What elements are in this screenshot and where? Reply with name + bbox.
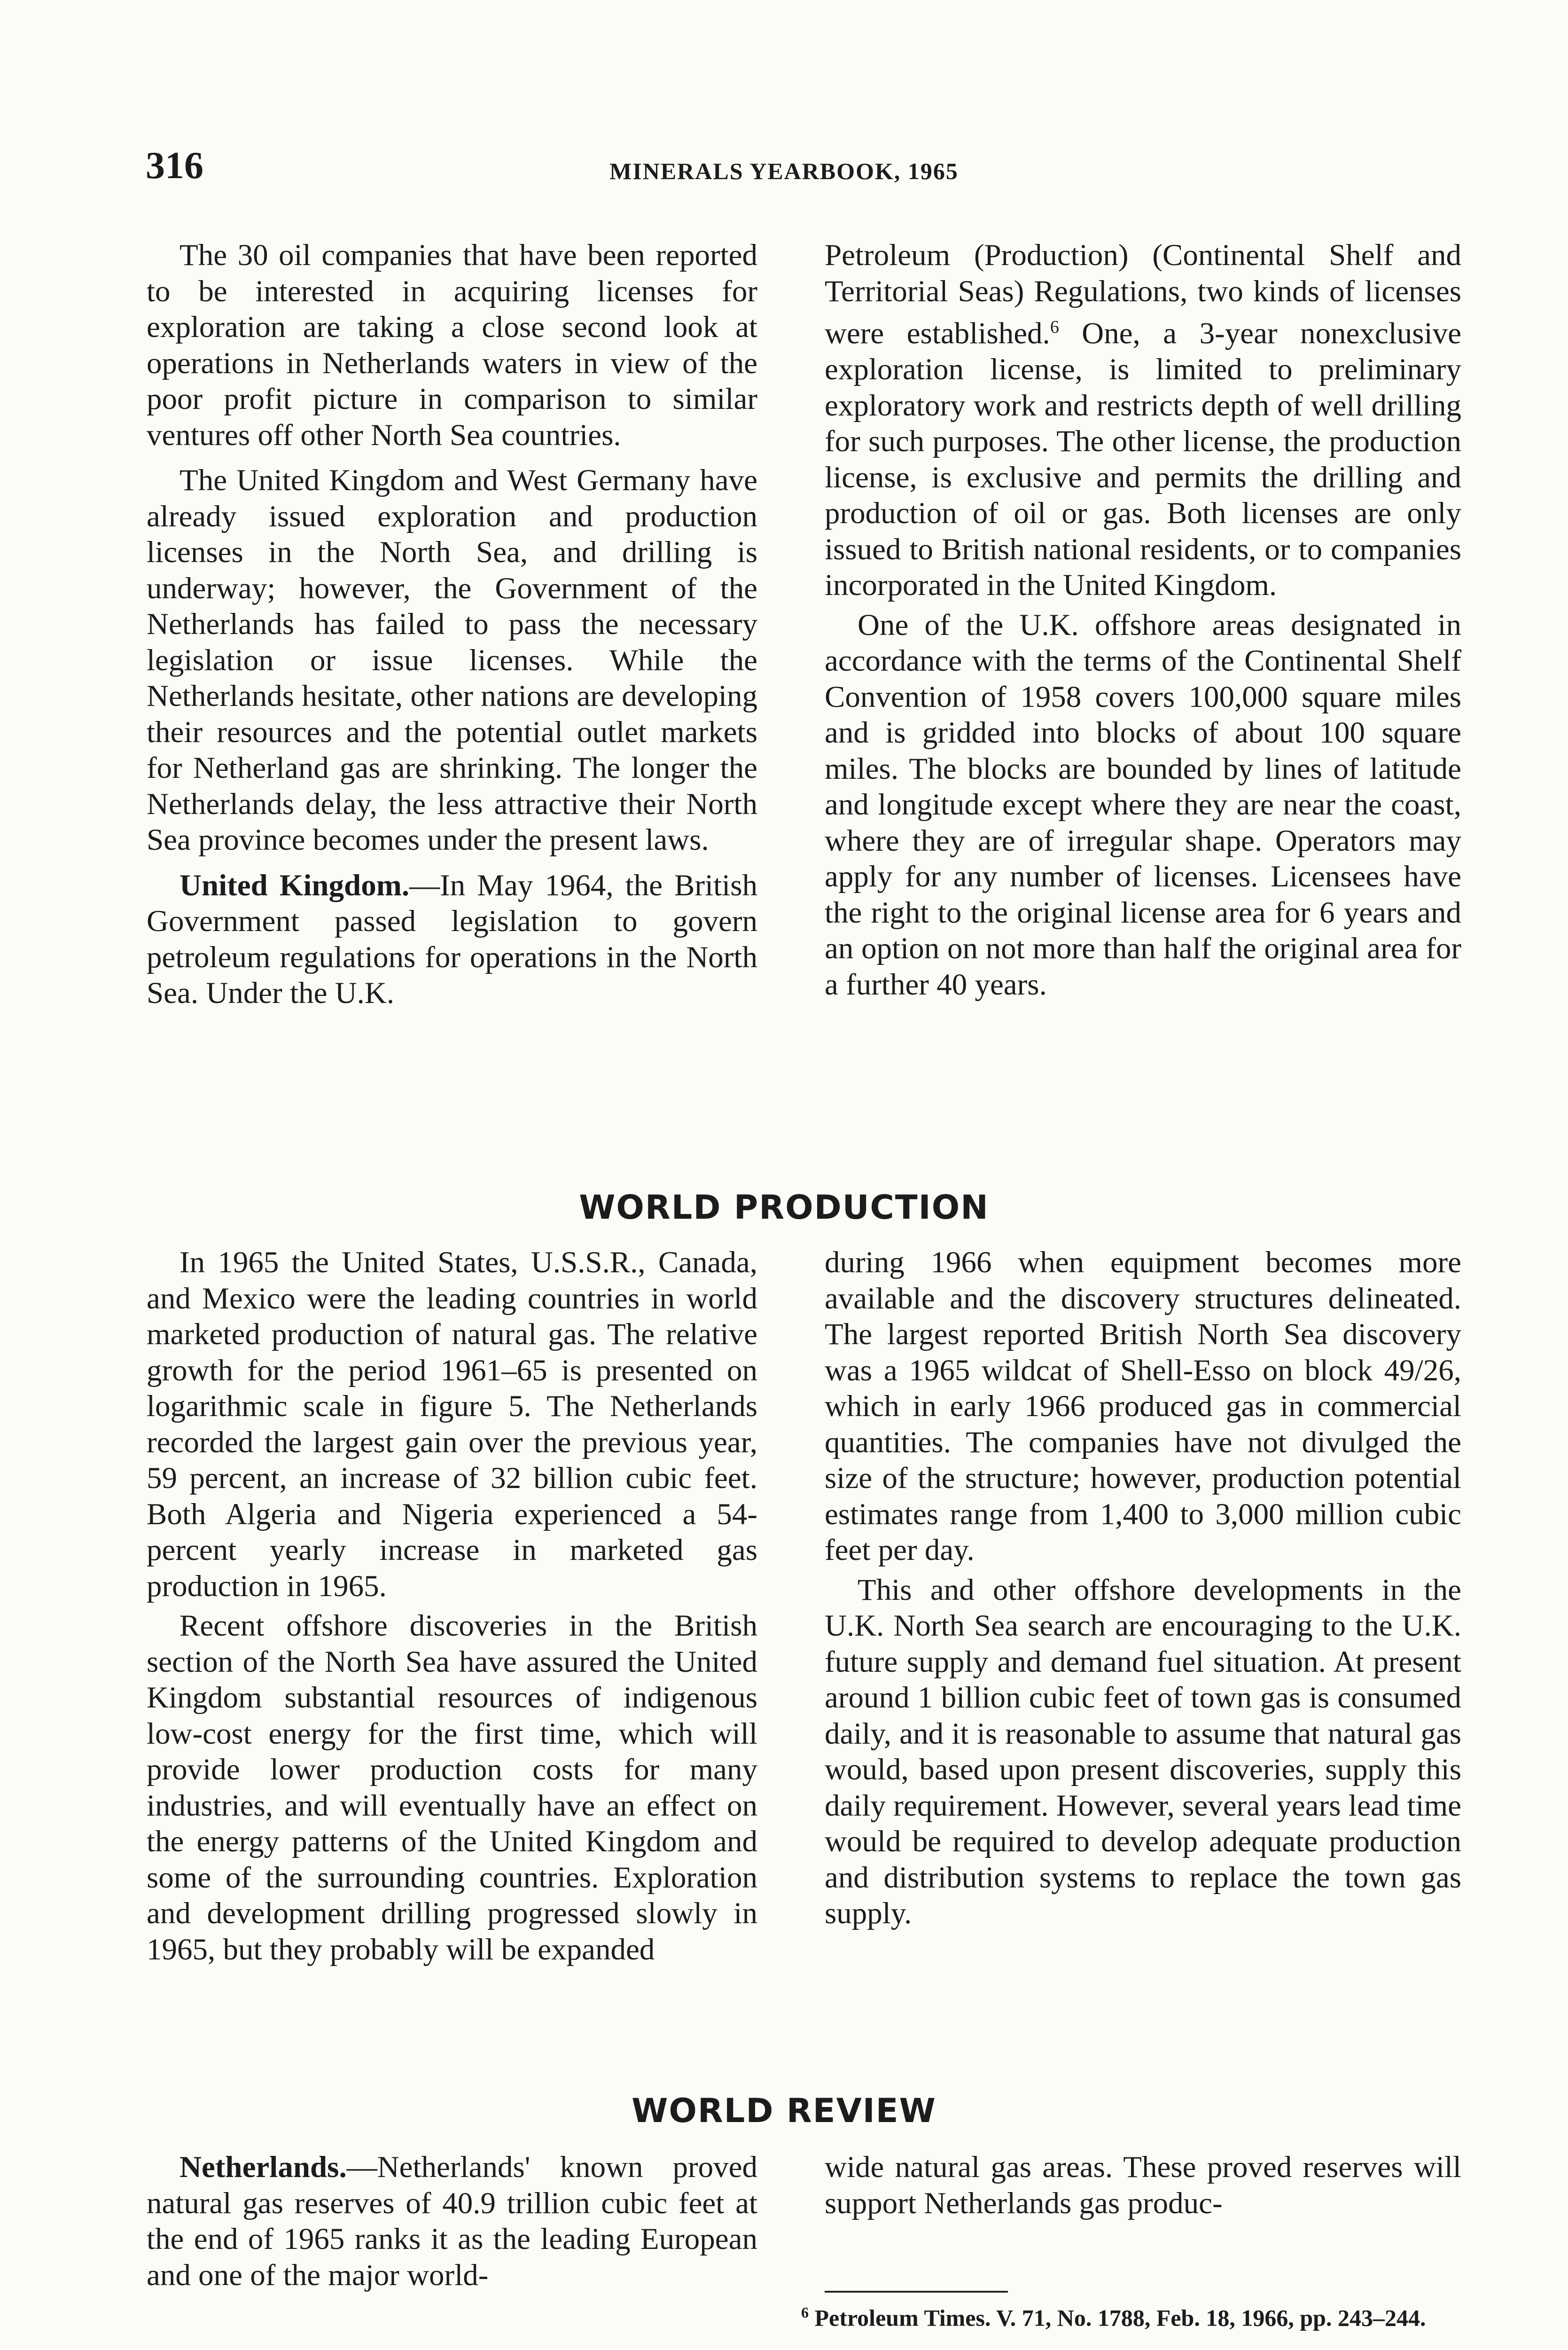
running-head: MINERALS YEARBOOK, 1965 — [609, 158, 959, 184]
paragraph: Recent offshore discoveries in the British section of the North Sea have assured the United Kingdom substantial resources of indigenous low-cost energy for the first time, which will provide lower production costs for many industries, and will eventually have an effect on the energy patterns of the United Kingdom and some of the surrounding countries. Exploration and development drilling progressed slowly in 1965, but they probably will be expanded — [147, 1609, 757, 1966]
paragraph: In 1965 the United States, U.S.S.R., Canada, and Mexico were the leading countries in world marketed production of natural gas. The relative growth for the period 1961–65 is presented on logarithmic scale in figure 5. The Netherlands recorded the largest gain over the previous year, 59 percent, an increase of 32 billion cubic feet. Both Algeria and Nigeria experienced a 54-percent yearly increase in marketed gas production in 1965. — [147, 1246, 757, 1603]
paragraph: during 1966 when equipment becomes more available and the discovery structures delineated. The largest reported British North Sea discovery was a 1965 wildcat of Shell-Esso on block 49/26, which in early 1966 produced gas in commercial quantities. The companies have not divulged the size of the structure; however, production potential estimates range from 1,400 to 3,000 million cubic feet per day. — [825, 1246, 1461, 1567]
footnote-marker: 6 — [1050, 317, 1059, 337]
run-in-heading: Netherlands. — [179, 2150, 347, 2184]
footnote — [801, 2298, 1459, 2332]
footnote-text: Petroleum Times. V. 71, No. 1788, Feb. 18, 1966, pp. 243–244. — [809, 2304, 1426, 2331]
paragraph: wide natural gas areas. These proved reserves will support Netherlands gas produc- — [825, 2150, 1461, 2220]
footnote-marker: 6 — [801, 2304, 809, 2321]
paragraph-text: One, a 3-year nonexclusive exploration license, is limited to preliminary exploratory work and restricts depth of well drilling for such purposes. The other license, the production license, is exclusive and permits the drilling and production of oil or gas. Both licenses are only issued to British national residents, or to companies incorporated in the United Kingdom. — [825, 316, 1461, 603]
paragraph — [825, 237, 1461, 603]
world-production-left-column — [147, 1245, 757, 1967]
section1-left-column — [147, 237, 757, 1011]
paragraph — [147, 868, 757, 1011]
section1-right-column — [825, 237, 1461, 1003]
paragraph — [147, 2149, 757, 2293]
paragraph: One of the U.K. offshore areas designated in accordance with the terms of the Continental Shelf Convention of 1958 covers 100,000 square miles and is gridded into blocks of about 100 square miles. The blocks are bounded by lines of latitude and longitude except where they are near the coast, where they are of irregular shape. Operators may apply for any number of licenses. Licensees have the right to the original license area for 6 years and an option on not more than half the original area for a further 40 years. — [825, 608, 1461, 1002]
paragraph-text: Petroleum (Production) (Continental Shelf and Territorial Seas) Regulations, two kinds of licenses were established. — [825, 238, 1461, 351]
page-number: 316 — [146, 144, 203, 187]
world-review-right-column — [825, 2149, 1461, 2221]
run-in-heading: United Kingdom. — [179, 868, 410, 902]
world-review-left-column — [147, 2149, 757, 2293]
paragraph: This and other offshore developments in the U.K. North Sea search are encouraging to the U.K. future supply and demand fuel situation. At present around 1 billion cubic feet of town gas is consumed daily, and it is reasonable to assume that natural gas would, based upon present discoveries, supply this daily requirement. However, several years lead time would be required to develop adequate production and distribution systems to replace the town gas supply. — [825, 1573, 1461, 1930]
paragraph: The 30 oil companies that have been reported to be interested in acquiring licenses for exploration are taking a close second look at operations in Netherlands waters in view of the poor profit picture in comparison to similar ventures off other North Sea countries. — [147, 238, 757, 452]
paragraph-text: —Netherlands' known proved natural gas reserves of 40.9 trillion cubic feet at the end of 1965 ranks it as the leading European and one of the major world- — [147, 2150, 757, 2292]
heading-world-review: WORLD REVIEW — [632, 2092, 936, 2130]
world-production-right-column — [825, 1245, 1461, 1932]
paragraph: The United Kingdom and West Germany have already issued exploration and production licenses in the North Sea, and drilling is underway; however, the Government of the Netherlands has failed to pass the necessary legislation or issue licenses. While the Netherlands hesitate, other nations are developing their resources and the potential outlet markets for Netherland gas are shrinking. The longer the Netherlands delay, the less attractive their North Sea province becomes under the present laws. — [147, 463, 757, 857]
footnote-divider — [825, 2291, 1008, 2293]
heading-world-production: WORLD PRODUCTION — [579, 1188, 989, 1227]
paragraph-text: —In May 1964, the British Government passed legislation to govern petroleum regulations for operations in the North Sea. Under the U.K. — [147, 868, 757, 1010]
